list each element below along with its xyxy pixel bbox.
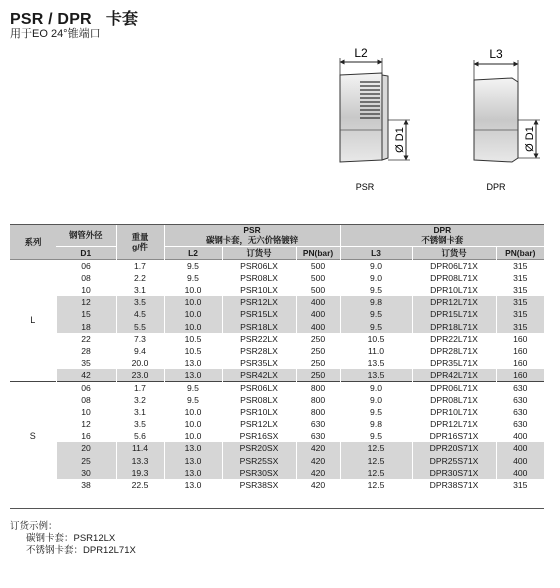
- table-cell: DPR08L71X: [412, 272, 496, 284]
- table-cell: 13.0: [164, 455, 222, 467]
- table-cell: 250: [296, 369, 340, 382]
- table-cell: 160: [496, 369, 544, 382]
- table-cell: PSR12LX: [222, 418, 296, 430]
- table-cell: PSR12LX: [222, 296, 296, 308]
- table-cell: 4.5: [116, 308, 164, 320]
- table-cell: 10.0: [164, 430, 222, 442]
- table-cell: 9.0: [340, 381, 412, 394]
- table-cell: 25: [56, 455, 116, 467]
- table-cell: 12: [56, 296, 116, 308]
- dpr-caption: DPR: [486, 182, 506, 192]
- table-cell: DPR15L71X: [412, 308, 496, 320]
- order-example-psr: 碳钢卡套：PSR12LX: [26, 533, 116, 544]
- psr-drawing: [340, 46, 410, 192]
- table-cell: 315: [496, 479, 544, 491]
- table-cell: 420: [296, 467, 340, 479]
- table-cell: DPR12L71X: [412, 296, 496, 308]
- table-cell: PSR25SX: [222, 455, 296, 467]
- header-series: 系列: [10, 224, 56, 260]
- table-cell: 500: [296, 284, 340, 296]
- psr-caption: PSR: [355, 182, 375, 192]
- header-weight-unit: g/件: [132, 241, 148, 252]
- header-pn-psr: PN(bar): [296, 247, 340, 260]
- table-cell: 3.1: [116, 406, 164, 418]
- header-order-psr: 订货号: [222, 247, 296, 260]
- table-cell: 400: [496, 467, 544, 479]
- table-cell: 12: [56, 418, 116, 430]
- table-cell: 160: [496, 333, 544, 345]
- psr-length-label: L2: [354, 46, 368, 60]
- table-cell: PSR30SX: [222, 467, 296, 479]
- table-cell: 630: [296, 430, 340, 442]
- table-cell: PSR16SX: [222, 430, 296, 442]
- table-row: [10, 320, 544, 332]
- table-cell: 630: [496, 406, 544, 418]
- title-cn: 卡套: [105, 11, 139, 28]
- table-row: [10, 345, 544, 357]
- table-cell: 10.0: [164, 296, 222, 308]
- table-row: [10, 296, 544, 308]
- spec-table: [10, 224, 544, 491]
- table-cell: 3.1: [116, 284, 164, 296]
- dpr-drawing: [474, 47, 540, 192]
- table-cell: 3.2: [116, 394, 164, 406]
- table-cell: PSR35LX: [222, 357, 296, 369]
- table-cell: PSR10LX: [222, 406, 296, 418]
- table-cell: 630: [496, 418, 544, 430]
- table-cell: DPR12L71X: [412, 418, 496, 430]
- table-row: [10, 272, 544, 284]
- table-cell: 315: [496, 272, 544, 284]
- table-cell: 10.0: [164, 418, 222, 430]
- table-cell: DPR10L71X: [412, 406, 496, 418]
- table-row: [10, 357, 544, 369]
- table-cell: DPR18L71X: [412, 320, 496, 332]
- table-cell: 13.5: [340, 357, 412, 369]
- table-cell: 13.0: [164, 369, 222, 382]
- table-cell: 315: [496, 284, 544, 296]
- table-cell: 800: [296, 381, 340, 394]
- table-cell: 250: [296, 333, 340, 345]
- header-psr-sub: 碳钢卡套，无六价铬镀锌: [205, 235, 299, 245]
- table-cell: 19.3: [116, 467, 164, 479]
- table-row: [10, 467, 544, 479]
- table-cell: PSR06LX: [222, 260, 296, 273]
- table-cell: 400: [496, 442, 544, 454]
- table-cell: 160: [496, 345, 544, 357]
- header-psr-title: PSR: [243, 225, 261, 235]
- table-cell: 08: [56, 394, 116, 406]
- header-l2: L2: [164, 247, 222, 260]
- table-cell: 315: [496, 296, 544, 308]
- table-cell: PSR28LX: [222, 345, 296, 357]
- table-cell: PSR18LX: [222, 320, 296, 332]
- table-cell: 10.0: [164, 284, 222, 296]
- table-cell: 10.5: [164, 345, 222, 357]
- table-cell: 22: [56, 333, 116, 345]
- table-cell: 9.5: [340, 320, 412, 332]
- table-cell: 22.5: [116, 479, 164, 491]
- table-cell: 500: [296, 272, 340, 284]
- table-cell: 420: [296, 455, 340, 467]
- series-cell: S: [10, 381, 56, 490]
- table-cell: 5.6: [116, 430, 164, 442]
- table-cell: 12.5: [340, 442, 412, 454]
- table-cell: 9.5: [340, 430, 412, 442]
- order-example-dpr: 不锈钢卡套：DPR12L71X: [26, 545, 136, 556]
- product-drawing: [310, 40, 550, 200]
- table-cell: 9.4: [116, 345, 164, 357]
- table-cell: 250: [296, 357, 340, 369]
- table-cell: 11.4: [116, 442, 164, 454]
- table-cell: PSR15LX: [222, 308, 296, 320]
- table-cell: 5.5: [116, 320, 164, 332]
- table-cell: 9.5: [164, 394, 222, 406]
- table-cell: PSR22LX: [222, 333, 296, 345]
- header-weight-label: 重量: [131, 231, 149, 242]
- table-cell: DPR42L71X: [412, 369, 496, 382]
- psr-diameter-label: Ø D1: [394, 127, 406, 153]
- table-cell: 13.5: [340, 369, 412, 382]
- header-psr: [164, 224, 340, 247]
- table-cell: 11.0: [340, 345, 412, 357]
- header-l3: L3: [340, 247, 412, 260]
- table-row: [10, 442, 544, 454]
- series-cell: L: [10, 260, 56, 382]
- table-cell: 20.0: [116, 357, 164, 369]
- table-cell: DPR20S71X: [412, 442, 496, 454]
- table-cell: 9.0: [340, 394, 412, 406]
- table-row: [10, 418, 544, 430]
- table-cell: 15: [56, 308, 116, 320]
- table-row: [10, 260, 544, 273]
- table-cell: PSR08LX: [222, 394, 296, 406]
- table-cell: 30: [56, 467, 116, 479]
- table-cell: 9.5: [340, 406, 412, 418]
- table-cell: 250: [296, 345, 340, 357]
- table-row: [10, 308, 544, 320]
- table-cell: 500: [296, 260, 340, 273]
- table-cell: DPR25S71X: [412, 455, 496, 467]
- table-cell: 9.8: [340, 418, 412, 430]
- table-cell: 10: [56, 284, 116, 296]
- table-cell: 35: [56, 357, 116, 369]
- table-cell: 800: [296, 394, 340, 406]
- table-cell: 420: [296, 442, 340, 454]
- table-cell: 400: [296, 296, 340, 308]
- table-body: [10, 260, 544, 491]
- page-subtitle: 用于EO 24°锥端口: [10, 28, 101, 40]
- table-cell: 10.0: [164, 308, 222, 320]
- header-weight: [116, 224, 164, 260]
- table-cell: 400: [296, 320, 340, 332]
- order-example: [10, 521, 136, 557]
- table-row: [10, 430, 544, 442]
- dpr-diameter-label: Ø D1: [524, 126, 536, 152]
- table-cell: 630: [496, 381, 544, 394]
- table-cell: 12.5: [340, 467, 412, 479]
- table-cell: DPR35L71X: [412, 357, 496, 369]
- table-cell: 400: [296, 308, 340, 320]
- table-cell: DPR06L71X: [412, 260, 496, 273]
- table-row: [10, 369, 544, 382]
- table-cell: 315: [496, 320, 544, 332]
- table-cell: DPR22L71X: [412, 333, 496, 345]
- table-cell: 2.2: [116, 272, 164, 284]
- table-row: [10, 406, 544, 418]
- header-dpr: [340, 224, 544, 247]
- table-cell: 38: [56, 479, 116, 491]
- table-cell: 9.5: [164, 381, 222, 394]
- table-cell: 9.8: [340, 296, 412, 308]
- table-cell: PSR42LX: [222, 369, 296, 382]
- header-pn-dpr: PN(bar): [496, 247, 544, 260]
- table-cell: 315: [496, 308, 544, 320]
- table-cell: 13.0: [164, 357, 222, 369]
- table-cell: 3.5: [116, 418, 164, 430]
- table-cell: 13.3: [116, 455, 164, 467]
- table-cell: 13.0: [164, 442, 222, 454]
- table-cell: DPR38S71X: [412, 479, 496, 491]
- table-cell: 10: [56, 406, 116, 418]
- table-cell: 42: [56, 369, 116, 382]
- table-cell: 9.0: [340, 260, 412, 273]
- title-main: PSR / DPR: [10, 11, 92, 28]
- table-cell: 10.0: [164, 406, 222, 418]
- table-row: [10, 455, 544, 467]
- header-order-dpr: 订货号: [412, 247, 496, 260]
- table-row: [10, 394, 544, 406]
- table-cell: DPR28L71X: [412, 345, 496, 357]
- table-cell: PSR38SX: [222, 479, 296, 491]
- table-cell: DPR06L71X: [412, 381, 496, 394]
- table-cell: 9.5: [164, 260, 222, 273]
- table-cell: DPR16S71X: [412, 430, 496, 442]
- table-cell: 12.5: [340, 455, 412, 467]
- table-cell: DPR30S71X: [412, 467, 496, 479]
- table-cell: 7.3: [116, 333, 164, 345]
- table-cell: 23.0: [116, 369, 164, 382]
- table-cell: 20: [56, 442, 116, 454]
- table-cell: DPR10L71X: [412, 284, 496, 296]
- table-cell: DPR08L71X: [412, 394, 496, 406]
- header-tube-od: 钢管外径: [56, 224, 116, 247]
- table-cell: 10.0: [164, 320, 222, 332]
- table-cell: 1.7: [116, 260, 164, 273]
- table-cell: 3.5: [116, 296, 164, 308]
- table-cell: PSR10LX: [222, 284, 296, 296]
- table-cell: 400: [496, 430, 544, 442]
- table-cell: PSR06LX: [222, 381, 296, 394]
- table-cell: 13.0: [164, 467, 222, 479]
- table-cell: 160: [496, 357, 544, 369]
- table-cell: 630: [496, 394, 544, 406]
- table-cell: 9.0: [340, 272, 412, 284]
- table-row: [10, 284, 544, 296]
- table-cell: 400: [496, 455, 544, 467]
- header-dpr-title: DPR: [433, 225, 452, 235]
- table-cell: 18: [56, 320, 116, 332]
- table-cell: PSR20SX: [222, 442, 296, 454]
- table-row: [10, 479, 544, 491]
- table-cell: 9.5: [164, 272, 222, 284]
- header-d1: D1: [56, 247, 116, 260]
- table-cell: 08: [56, 272, 116, 284]
- table-cell: 315: [496, 260, 544, 273]
- table-cell: 630: [296, 418, 340, 430]
- table-row: [10, 333, 544, 345]
- table-cell: 9.5: [340, 284, 412, 296]
- table-cell: 06: [56, 381, 116, 394]
- table-cell: 800: [296, 406, 340, 418]
- table-cell: 12.5: [340, 479, 412, 491]
- table-cell: PSR08LX: [222, 272, 296, 284]
- table-cell: 16: [56, 430, 116, 442]
- table-cell: 9.5: [340, 308, 412, 320]
- order-example-label: 订货示例：: [10, 521, 58, 532]
- table-cell: 13.0: [164, 479, 222, 491]
- table-cell: 10.5: [164, 333, 222, 345]
- table-cell: 06: [56, 260, 116, 273]
- table-cell: 28: [56, 345, 116, 357]
- table-cell: 1.7: [116, 381, 164, 394]
- table-cell: 420: [296, 479, 340, 491]
- table-cell: 10.5: [340, 333, 412, 345]
- dpr-length-label: L3: [489, 47, 503, 61]
- header-dpr-sub: 不锈钢卡套: [421, 235, 464, 245]
- table-row: [10, 381, 544, 394]
